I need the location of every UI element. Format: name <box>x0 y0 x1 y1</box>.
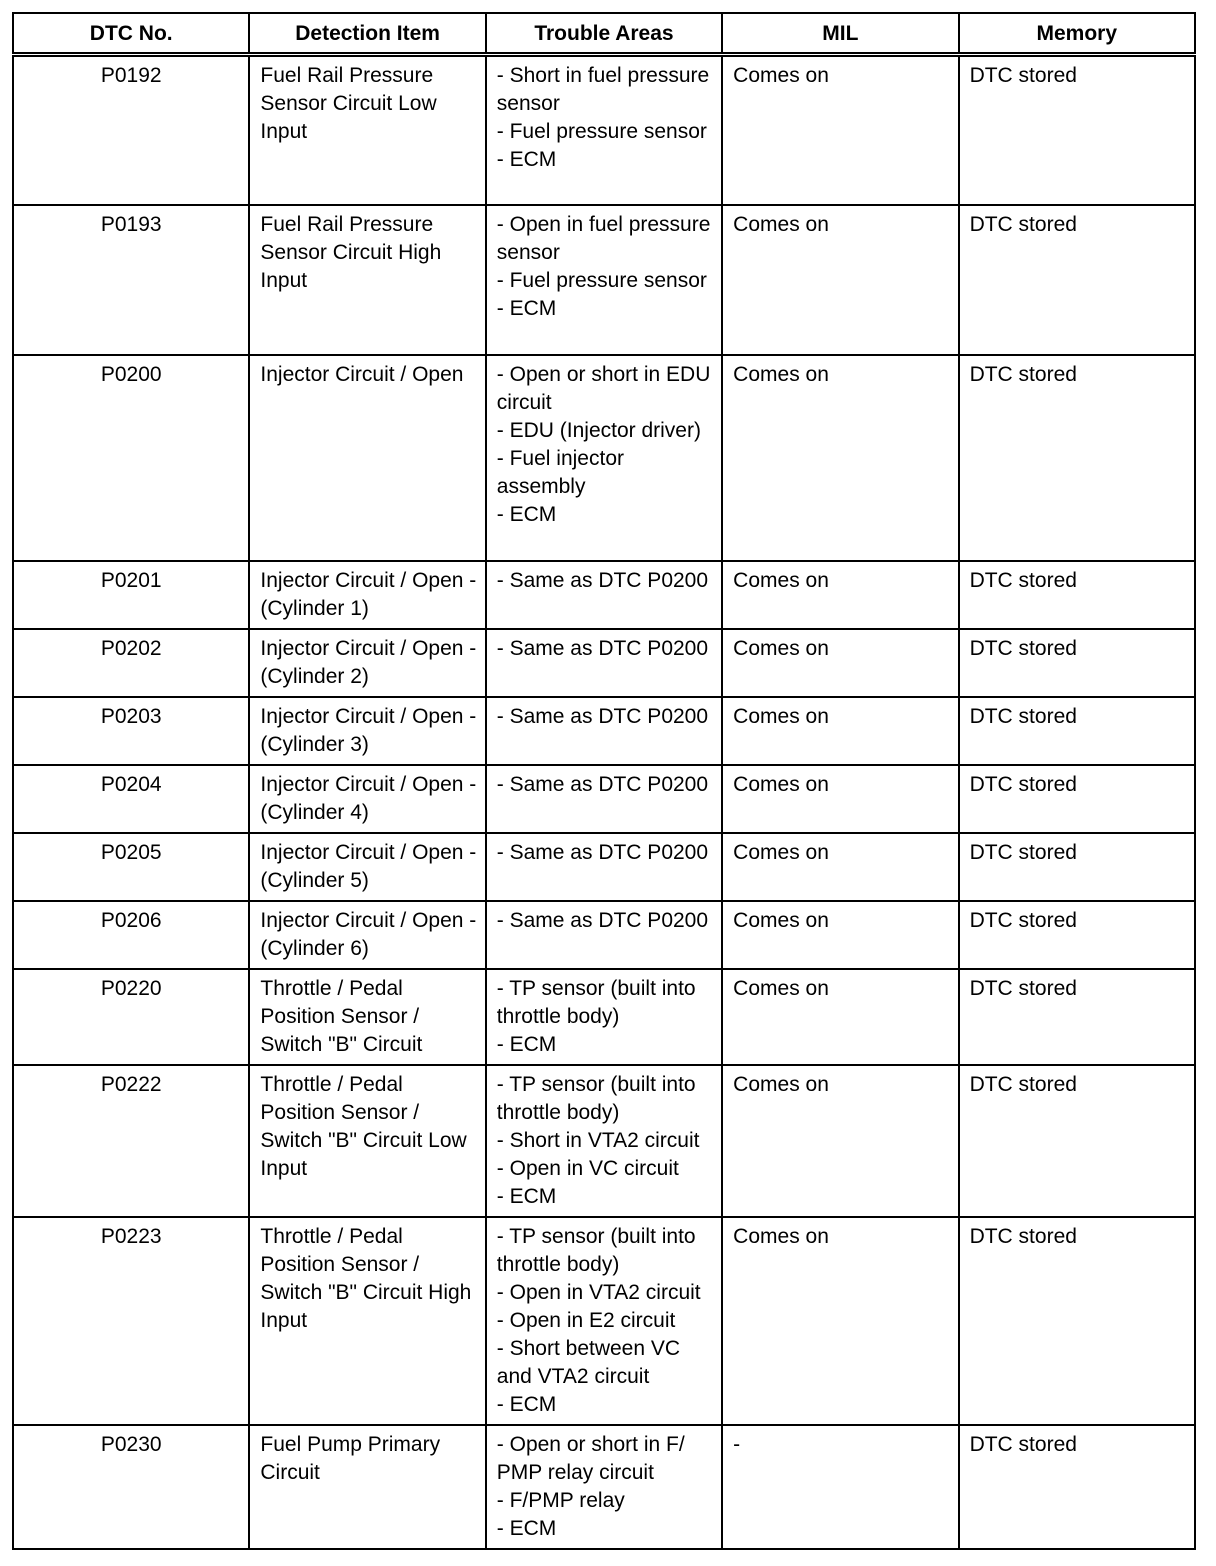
trouble-area-line: - ECM <box>496 148 557 171</box>
mil-cell: Comes on <box>722 1065 958 1217</box>
detection-item-cell: Throttle / Pedal Position Sensor / Switch "B" Circuit High Input <box>249 1217 485 1425</box>
mil-cell: Comes on <box>722 629 958 697</box>
dtc-code-cell: P0204 <box>13 765 249 833</box>
header-trouble-areas: Trouble Areas <box>486 13 722 55</box>
mil-cell: Comes on <box>722 561 958 629</box>
mil-cell: Comes on <box>722 1217 958 1425</box>
detection-item-cell: Fuel Rail Pressure Sensor Circuit High Input <box>249 205 485 355</box>
table-row <box>13 1065 1195 1217</box>
trouble-area-line: - ECM <box>496 1032 557 1056</box>
trouble-area-line: - TP sensor (built into throttle body) <box>496 1072 696 1124</box>
table-row <box>13 205 1195 355</box>
memory-cell: DTC stored <box>959 1425 1195 1549</box>
table-row <box>13 561 1195 629</box>
memory-cell: DTC stored <box>959 1065 1195 1217</box>
trouble-area-line: - Open in VTA2 circuit <box>496 1280 701 1304</box>
detection-item-cell: Throttle / Pedal Position Sensor / Switch "B" Circuit <box>249 969 485 1065</box>
trouble-areas-cell <box>486 1425 722 1549</box>
dtc-code-cell: P0202 <box>13 629 249 697</box>
trouble-area-line: - Short between VC and VTA2 circuit <box>496 1336 681 1388</box>
trouble-area-line: - ECM <box>496 296 557 320</box>
trouble-areas-cell <box>486 697 722 765</box>
trouble-areas-cell <box>486 205 722 355</box>
detection-item-cell: Fuel Pump Primary Circuit <box>249 1425 485 1549</box>
dtc-code-cell: P0203 <box>13 697 249 765</box>
trouble-area-line: - TP sensor (built into throttle body) <box>496 1224 696 1276</box>
trouble-area-line: - Same as DTC P0200 <box>496 908 709 932</box>
dtc-code-cell: P0192 <box>13 55 249 205</box>
trouble-area-line: - Fuel injector assembly <box>496 446 624 498</box>
memory-cell: DTC stored <box>959 1217 1195 1425</box>
table-row <box>13 969 1195 1065</box>
trouble-areas-cell <box>486 901 722 969</box>
detection-item-cell: Throttle / Pedal Position Sensor / Switch "B" Circuit Low Input <box>249 1065 485 1217</box>
detection-item-cell: Fuel Rail Pressure Sensor Circuit Low Input <box>249 55 485 205</box>
detection-item-cell: Injector Circuit / Open - (Cylinder 1) <box>249 561 485 629</box>
trouble-area-line: - EDU (Injector driver) <box>496 418 701 442</box>
trouble-area-line: - F/PMP relay <box>496 1488 625 1512</box>
memory-cell: DTC stored <box>959 205 1195 355</box>
trouble-area-line: - ECM <box>496 1516 557 1540</box>
table-body <box>13 55 1195 1549</box>
detection-item-cell: Injector Circuit / Open - (Cylinder 5) <box>249 833 485 901</box>
dtc-code-cell: P0230 <box>13 1425 249 1549</box>
detection-item-cell: Injector Circuit / Open - (Cylinder 3) <box>249 697 485 765</box>
trouble-area-line: - Open in E2 circuit <box>496 1308 676 1332</box>
trouble-area-line: - Short in VTA2 circuit <box>496 1128 700 1152</box>
trouble-areas-cell <box>486 1065 722 1217</box>
trouble-areas-cell <box>486 1217 722 1425</box>
table-row <box>13 355 1195 561</box>
detection-item-cell: Injector Circuit / Open - (Cylinder 2) <box>249 629 485 697</box>
header-detection-item: Detection Item <box>249 13 485 55</box>
memory-cell: DTC stored <box>959 969 1195 1065</box>
dtc-code-cell: P0220 <box>13 969 249 1065</box>
dtc-code-cell: P0193 <box>13 205 249 355</box>
table-row <box>13 629 1195 697</box>
trouble-area-line: - Open in VC circuit <box>496 1156 679 1180</box>
trouble-area-line: - Same as DTC P0200 <box>496 636 709 660</box>
table-row <box>13 697 1195 765</box>
mil-cell: Comes on <box>722 205 958 355</box>
mil-cell: Comes on <box>722 697 958 765</box>
header-mil: MIL <box>722 13 958 55</box>
trouble-areas-cell <box>486 561 722 629</box>
trouble-area-line: - Fuel pressure sensor <box>496 120 707 143</box>
trouble-areas-cell <box>486 629 722 697</box>
trouble-area-line: - Short in fuel pressure sensor <box>496 64 710 115</box>
mil-cell: Comes on <box>722 55 958 205</box>
trouble-area-line: - ECM <box>496 1184 557 1208</box>
memory-cell: DTC stored <box>959 561 1195 629</box>
mil-cell: Comes on <box>722 833 958 901</box>
detection-item-cell: Injector Circuit / Open <box>249 355 485 561</box>
table-row <box>13 55 1195 205</box>
detection-item-cell: Injector Circuit / Open - (Cylinder 6) <box>249 901 485 969</box>
table-row <box>13 833 1195 901</box>
table-row <box>13 1217 1195 1425</box>
header-row <box>13 13 1195 55</box>
dtc-code-cell: P0222 <box>13 1065 249 1217</box>
trouble-area-line: - ECM <box>496 1392 557 1416</box>
trouble-areas-cell <box>486 833 722 901</box>
trouble-area-line: - Open or short in F/ PMP relay circuit <box>496 1432 685 1484</box>
table-row <box>13 1425 1195 1549</box>
dtc-code-cell: P0201 <box>13 561 249 629</box>
trouble-area-line: - ECM <box>496 502 557 526</box>
memory-cell: DTC stored <box>959 901 1195 969</box>
trouble-areas-cell <box>486 355 722 561</box>
mil-cell: - <box>722 1425 958 1549</box>
dtc-code-cell: P0206 <box>13 901 249 969</box>
dtc-table <box>12 12 1196 1550</box>
mil-cell: Comes on <box>722 901 958 969</box>
trouble-areas-cell <box>486 969 722 1065</box>
trouble-area-line: - Open or short in EDU circuit <box>496 362 711 414</box>
table-row <box>13 901 1195 969</box>
memory-cell: DTC stored <box>959 355 1195 561</box>
trouble-area-line: - TP sensor (built into throttle body) <box>496 976 696 1028</box>
trouble-area-line: - Open in fuel pressure sensor <box>496 212 711 264</box>
dtc-code-cell: P0205 <box>13 833 249 901</box>
memory-cell: DTC stored <box>959 765 1195 833</box>
dtc-code-cell: P0200 <box>13 355 249 561</box>
trouble-areas-cell <box>486 55 722 205</box>
memory-cell: DTC stored <box>959 55 1195 205</box>
trouble-areas-cell <box>486 765 722 833</box>
header-dtc-no: DTC No. <box>13 13 249 55</box>
header-memory: Memory <box>959 13 1195 55</box>
dtc-code-cell: P0223 <box>13 1217 249 1425</box>
memory-cell: DTC stored <box>959 629 1195 697</box>
trouble-area-line: - Same as DTC P0200 <box>496 568 709 592</box>
trouble-area-line: - Same as DTC P0200 <box>496 840 709 864</box>
mil-cell: Comes on <box>722 969 958 1065</box>
trouble-area-line: - Fuel pressure sensor <box>496 268 707 292</box>
trouble-area-line: - Same as DTC P0200 <box>496 704 709 728</box>
memory-cell: DTC stored <box>959 833 1195 901</box>
trouble-area-line: - Same as DTC P0200 <box>496 772 709 796</box>
detection-item-cell: Injector Circuit / Open - (Cylinder 4) <box>249 765 485 833</box>
table-row <box>13 765 1195 833</box>
mil-cell: Comes on <box>722 355 958 561</box>
memory-cell: DTC stored <box>959 697 1195 765</box>
mil-cell: Comes on <box>722 765 958 833</box>
